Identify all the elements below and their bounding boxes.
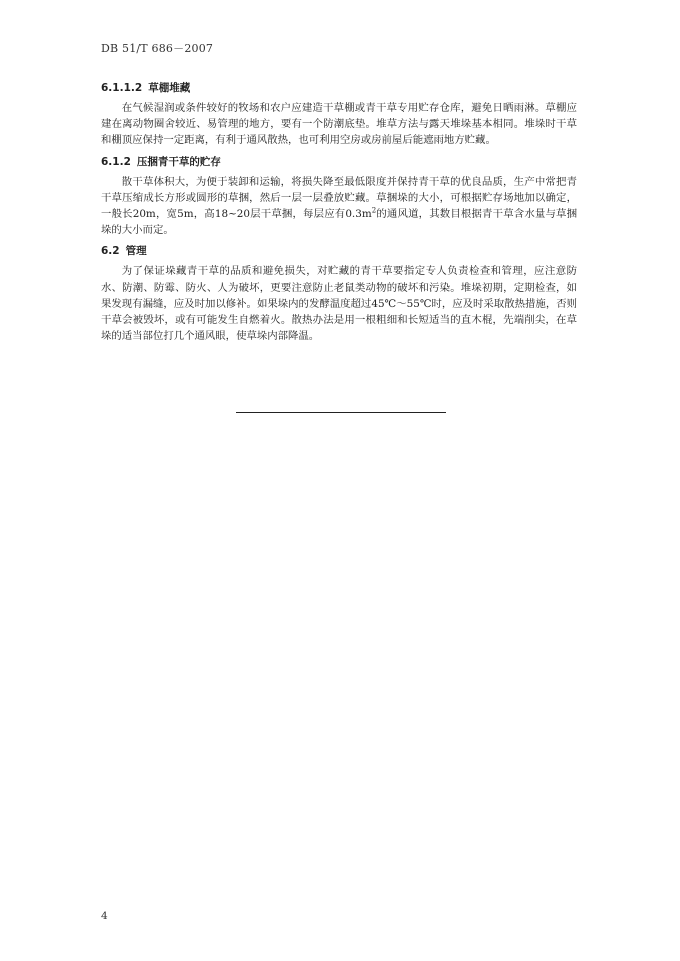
section-heading-6-1-1-2 [101, 81, 577, 96]
paragraph-shed-storage: 在气候湿润或条件较好的牧场和农户应建造干草棚或青干草专用贮存仓库，避免日晒雨淋。草棚应建在离动物圈舍较近、易管理的地方，要有一个防潮底垫。堆草方法与露天堆垛基本相同。堆垛时干草和棚顶应保持一定距离，有利于通风散热，也可利用空房或房前屋后能遮雨地方贮藏。 [101, 102, 577, 147]
paragraph-text: 散干草体积大，为便于装卸和运输，将损失降至最低限度并保持青干草的优良品质，生产中常把青干草压缩成长方形或圆形的草捆，然后一层一层叠放贮藏。草捆垛的大小，可根据贮存场地加以确定，一般长20m，宽5m，高18~20层干草捆，每层应有0.3m [101, 175, 577, 221]
section-heading-6-1-2 [101, 155, 577, 170]
section-title: 草棚堆藏 [148, 82, 191, 94]
end-of-text-rule [236, 412, 446, 413]
paragraph-management: 为了保证垛藏青干草的品质和避免损失，对贮藏的青干草要指定专人负责检查和管理，应注意防水、防潮、防霉、防火、人为破坏，更要注意防止老鼠类动物的破坏和污染。堆垛初期，定期检查，如果发现有漏缝，应及时加以修补。如果垛内的发酵温度超过45℃～55℃时，应及时采取散热措施，否则干草会被毁坏，或有可能发生自燃着火。散热办法是用一根粗细和长短适当的直木棍，先端削尖，在草垛的适当部位打几个通风眼，使草垛内部降温。 [101, 265, 577, 343]
section-title: 管理 [125, 245, 147, 258]
page-content [101, 81, 577, 348]
section-number: 6.1.1.2 [101, 82, 143, 94]
superscript-two: 2 [371, 206, 377, 215]
paragraph-text-tail: 的通风道，其数目根据青干草含水量与草捆垛的大小而定。 [101, 208, 577, 237]
document-code-header: DB 51/T 686－2007 [101, 42, 214, 55]
section-title: 压捆青干草的贮存 [136, 155, 221, 168]
section-heading-6-2 [101, 244, 577, 259]
paragraph-baled-storage [101, 174, 577, 239]
section-number: 6.2 [101, 245, 120, 258]
page-number: 4 [101, 910, 108, 922]
section-number: 6.1.2 [101, 155, 131, 168]
